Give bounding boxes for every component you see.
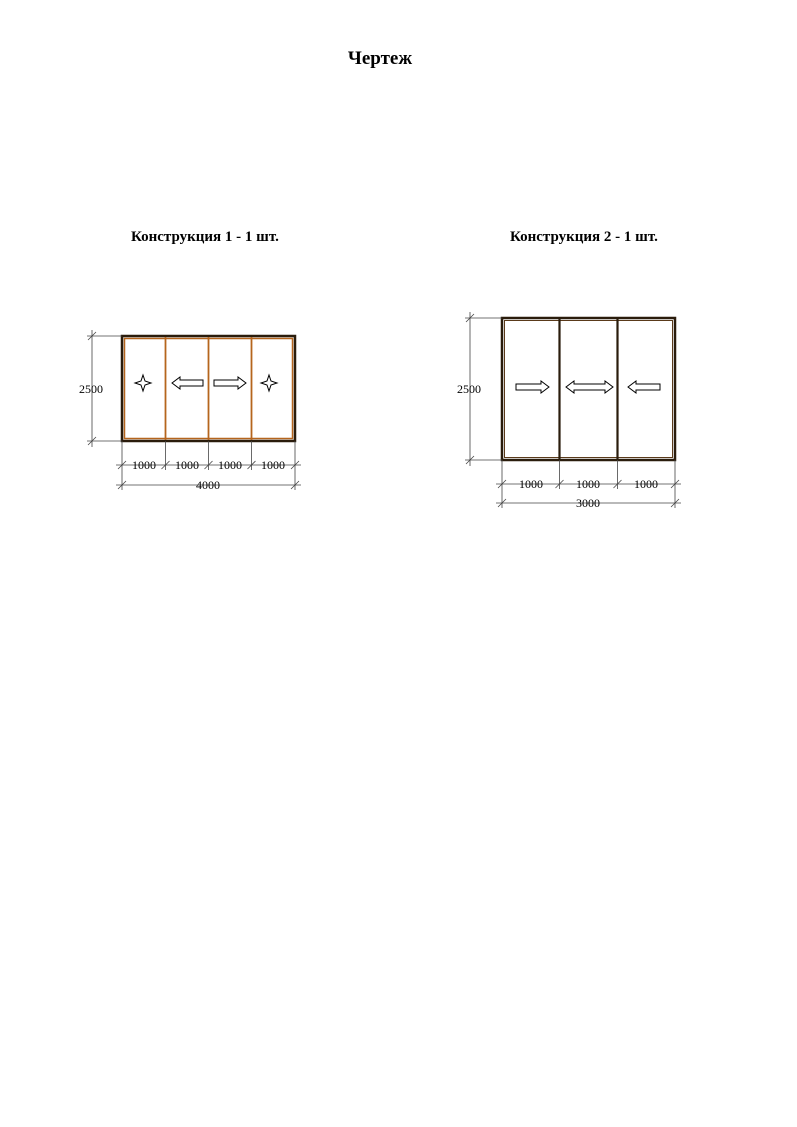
construction-2-drawing xyxy=(457,312,681,510)
arrow-left-icon xyxy=(172,377,203,389)
fixed-sash-star-icon xyxy=(261,375,277,391)
fixed-sash-star-icon xyxy=(135,375,151,391)
construction-1-section-label: 1000 xyxy=(132,458,156,472)
construction-2-title: Конструкция 2 - 1 шт. xyxy=(510,229,658,245)
construction-2-section-label: 1000 xyxy=(576,477,600,491)
construction-1-drawing xyxy=(79,330,301,492)
construction-1-section-label: 1000 xyxy=(218,458,242,472)
page-title: Чертеж xyxy=(347,48,413,69)
construction-1-section-label: 1000 xyxy=(261,458,285,472)
arrow-both-icon xyxy=(566,381,613,393)
construction-2-height-label: 2500 xyxy=(457,382,481,396)
arrow-right-icon xyxy=(214,377,246,389)
construction-2-section-label: 1000 xyxy=(519,477,543,491)
construction-1-section-label: 1000 xyxy=(175,458,199,472)
construction-2-section-label: 1000 xyxy=(634,477,658,491)
construction-2-total-label: 3000 xyxy=(576,496,600,510)
arrow-left-icon xyxy=(628,381,660,393)
construction-1-height-label: 2500 xyxy=(79,382,103,396)
construction-1-title: Конструкция 1 - 1 шт. xyxy=(131,229,279,245)
construction-1-total-label: 4000 xyxy=(196,478,220,492)
arrow-right-icon xyxy=(516,381,549,393)
